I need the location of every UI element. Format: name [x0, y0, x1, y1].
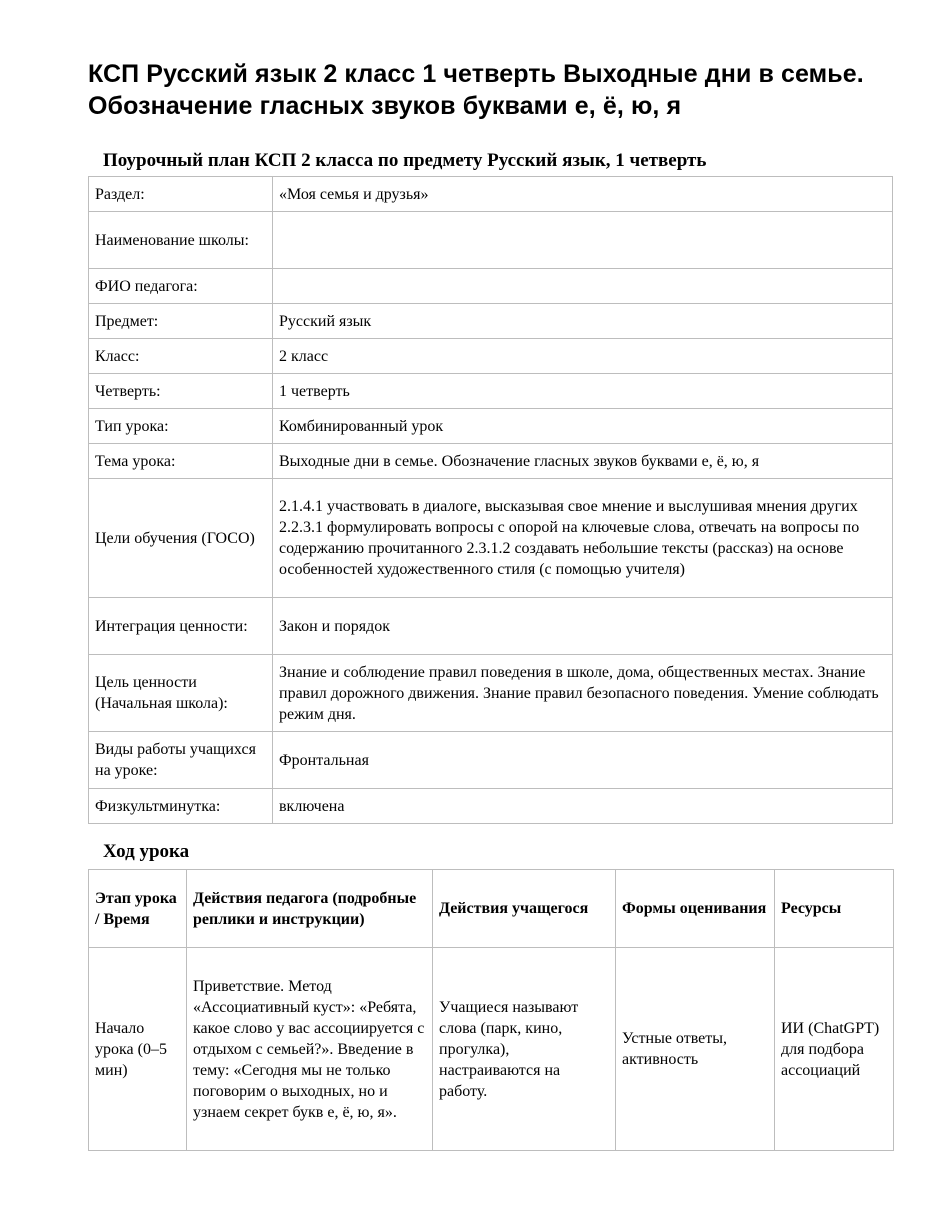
- info-value: [273, 212, 893, 269]
- table-row: [89, 304, 893, 339]
- info-value: Комбинированный урок: [273, 409, 893, 444]
- table-row: [89, 374, 893, 409]
- info-label: Предмет:: [89, 304, 273, 339]
- table-row: [89, 789, 893, 824]
- table-header-row: [89, 870, 894, 948]
- info-label: Наименование школы:: [89, 212, 273, 269]
- table-row: [89, 948, 894, 1151]
- info-label: Тип урока:: [89, 409, 273, 444]
- cell-student-actions: Учащиеся называют слова (парк, кино, прогулка), настраиваются на работу.: [433, 948, 616, 1151]
- info-label: Цель ценности (Начальная школа):: [89, 655, 273, 732]
- info-label: Цели обучения (ГОСО): [89, 479, 273, 598]
- cell-resources: ИИ (ChatGPT) для подбора ассоциаций: [775, 948, 894, 1151]
- lesson-info-table: [88, 176, 893, 824]
- column-header-stage: Этап урока / Время: [89, 870, 187, 948]
- info-value: 1 четверть: [273, 374, 893, 409]
- info-value: Закон и порядок: [273, 598, 893, 655]
- plan-heading: Поурочный план КСП 2 класса по предмету Русский язык, 1 четверть: [103, 150, 707, 171]
- cell-assessment: Устные ответы, активность: [616, 948, 775, 1151]
- table-row: [89, 212, 893, 269]
- lesson-heading: Ход урока: [103, 841, 190, 862]
- table-row: [89, 339, 893, 374]
- lesson-flow-table: [88, 869, 894, 1151]
- table-row: [89, 409, 893, 444]
- info-label: Физкультминутка:: [89, 789, 273, 824]
- cell-teacher-actions: Приветствие. Метод «Ассоциативный куст»: «Ребята, какое слово у вас ассоциируется с отдыхом с семьей?». Введение в тему: «Сегодня мы не только поговорим о выходных, но и узнаем секрет букв е, ё, ю, я».: [187, 948, 433, 1151]
- column-header-teacher-actions: Действия педагога (подробные реплики и инструкции): [187, 870, 433, 948]
- table-row: [89, 479, 893, 598]
- table-row: [89, 177, 893, 212]
- table-row: [89, 732, 893, 789]
- info-label: Раздел:: [89, 177, 273, 212]
- info-value: Фронтальная: [273, 732, 893, 789]
- info-value: Русский язык: [273, 304, 893, 339]
- column-header-assessment: Формы оценивания: [616, 870, 775, 948]
- info-value: 2 класс: [273, 339, 893, 374]
- info-label: Тема урока:: [89, 444, 273, 479]
- info-value: Выходные дни в семье. Обозначение гласных звуков буквами е, ё, ю, я: [273, 444, 893, 479]
- cell-stage: Начало урока (0–5 мин): [89, 948, 187, 1151]
- column-header-resources: Ресурсы: [775, 870, 894, 948]
- info-label: ФИО педагога:: [89, 269, 273, 304]
- info-label: Четверть:: [89, 374, 273, 409]
- info-label: Интеграция ценности:: [89, 598, 273, 655]
- info-value: Знание и соблюдение правил поведения в школе, дома, общественных местах. Знание правил дорожного движения. Знание правил безопасного поведения. Умение соблюдать режим дня.: [273, 655, 893, 732]
- info-label: Класс:: [89, 339, 273, 374]
- table-row: [89, 655, 893, 732]
- column-header-student-actions: Действия учащегося: [433, 870, 616, 948]
- info-value: [273, 269, 893, 304]
- info-label: Виды работы учащихся на уроке:: [89, 732, 273, 789]
- document-page: [88, 58, 893, 1151]
- table-row: [89, 444, 893, 479]
- document-title: КСП Русский язык 2 класс 1 четверть Выходные дни в семье. Обозначение гласных звуков буквами е, ё, ю, я: [88, 60, 864, 120]
- table-row: [89, 598, 893, 655]
- info-value: «Моя семья и друзья»: [273, 177, 893, 212]
- info-value: включена: [273, 789, 893, 824]
- info-value: 2.1.4.1 участвовать в диалоге, высказывая свое мнение и выслушивая мнения других 2.2.3.1 формулировать вопросы с опорой на ключевые слова, отвечать на вопросы по содержанию прочитанного 2.3.1.2 создавать небольшие тексты (рассказ) на основе особенностей художественного стиля (с помощью учителя): [273, 479, 893, 598]
- table-row: [89, 269, 893, 304]
